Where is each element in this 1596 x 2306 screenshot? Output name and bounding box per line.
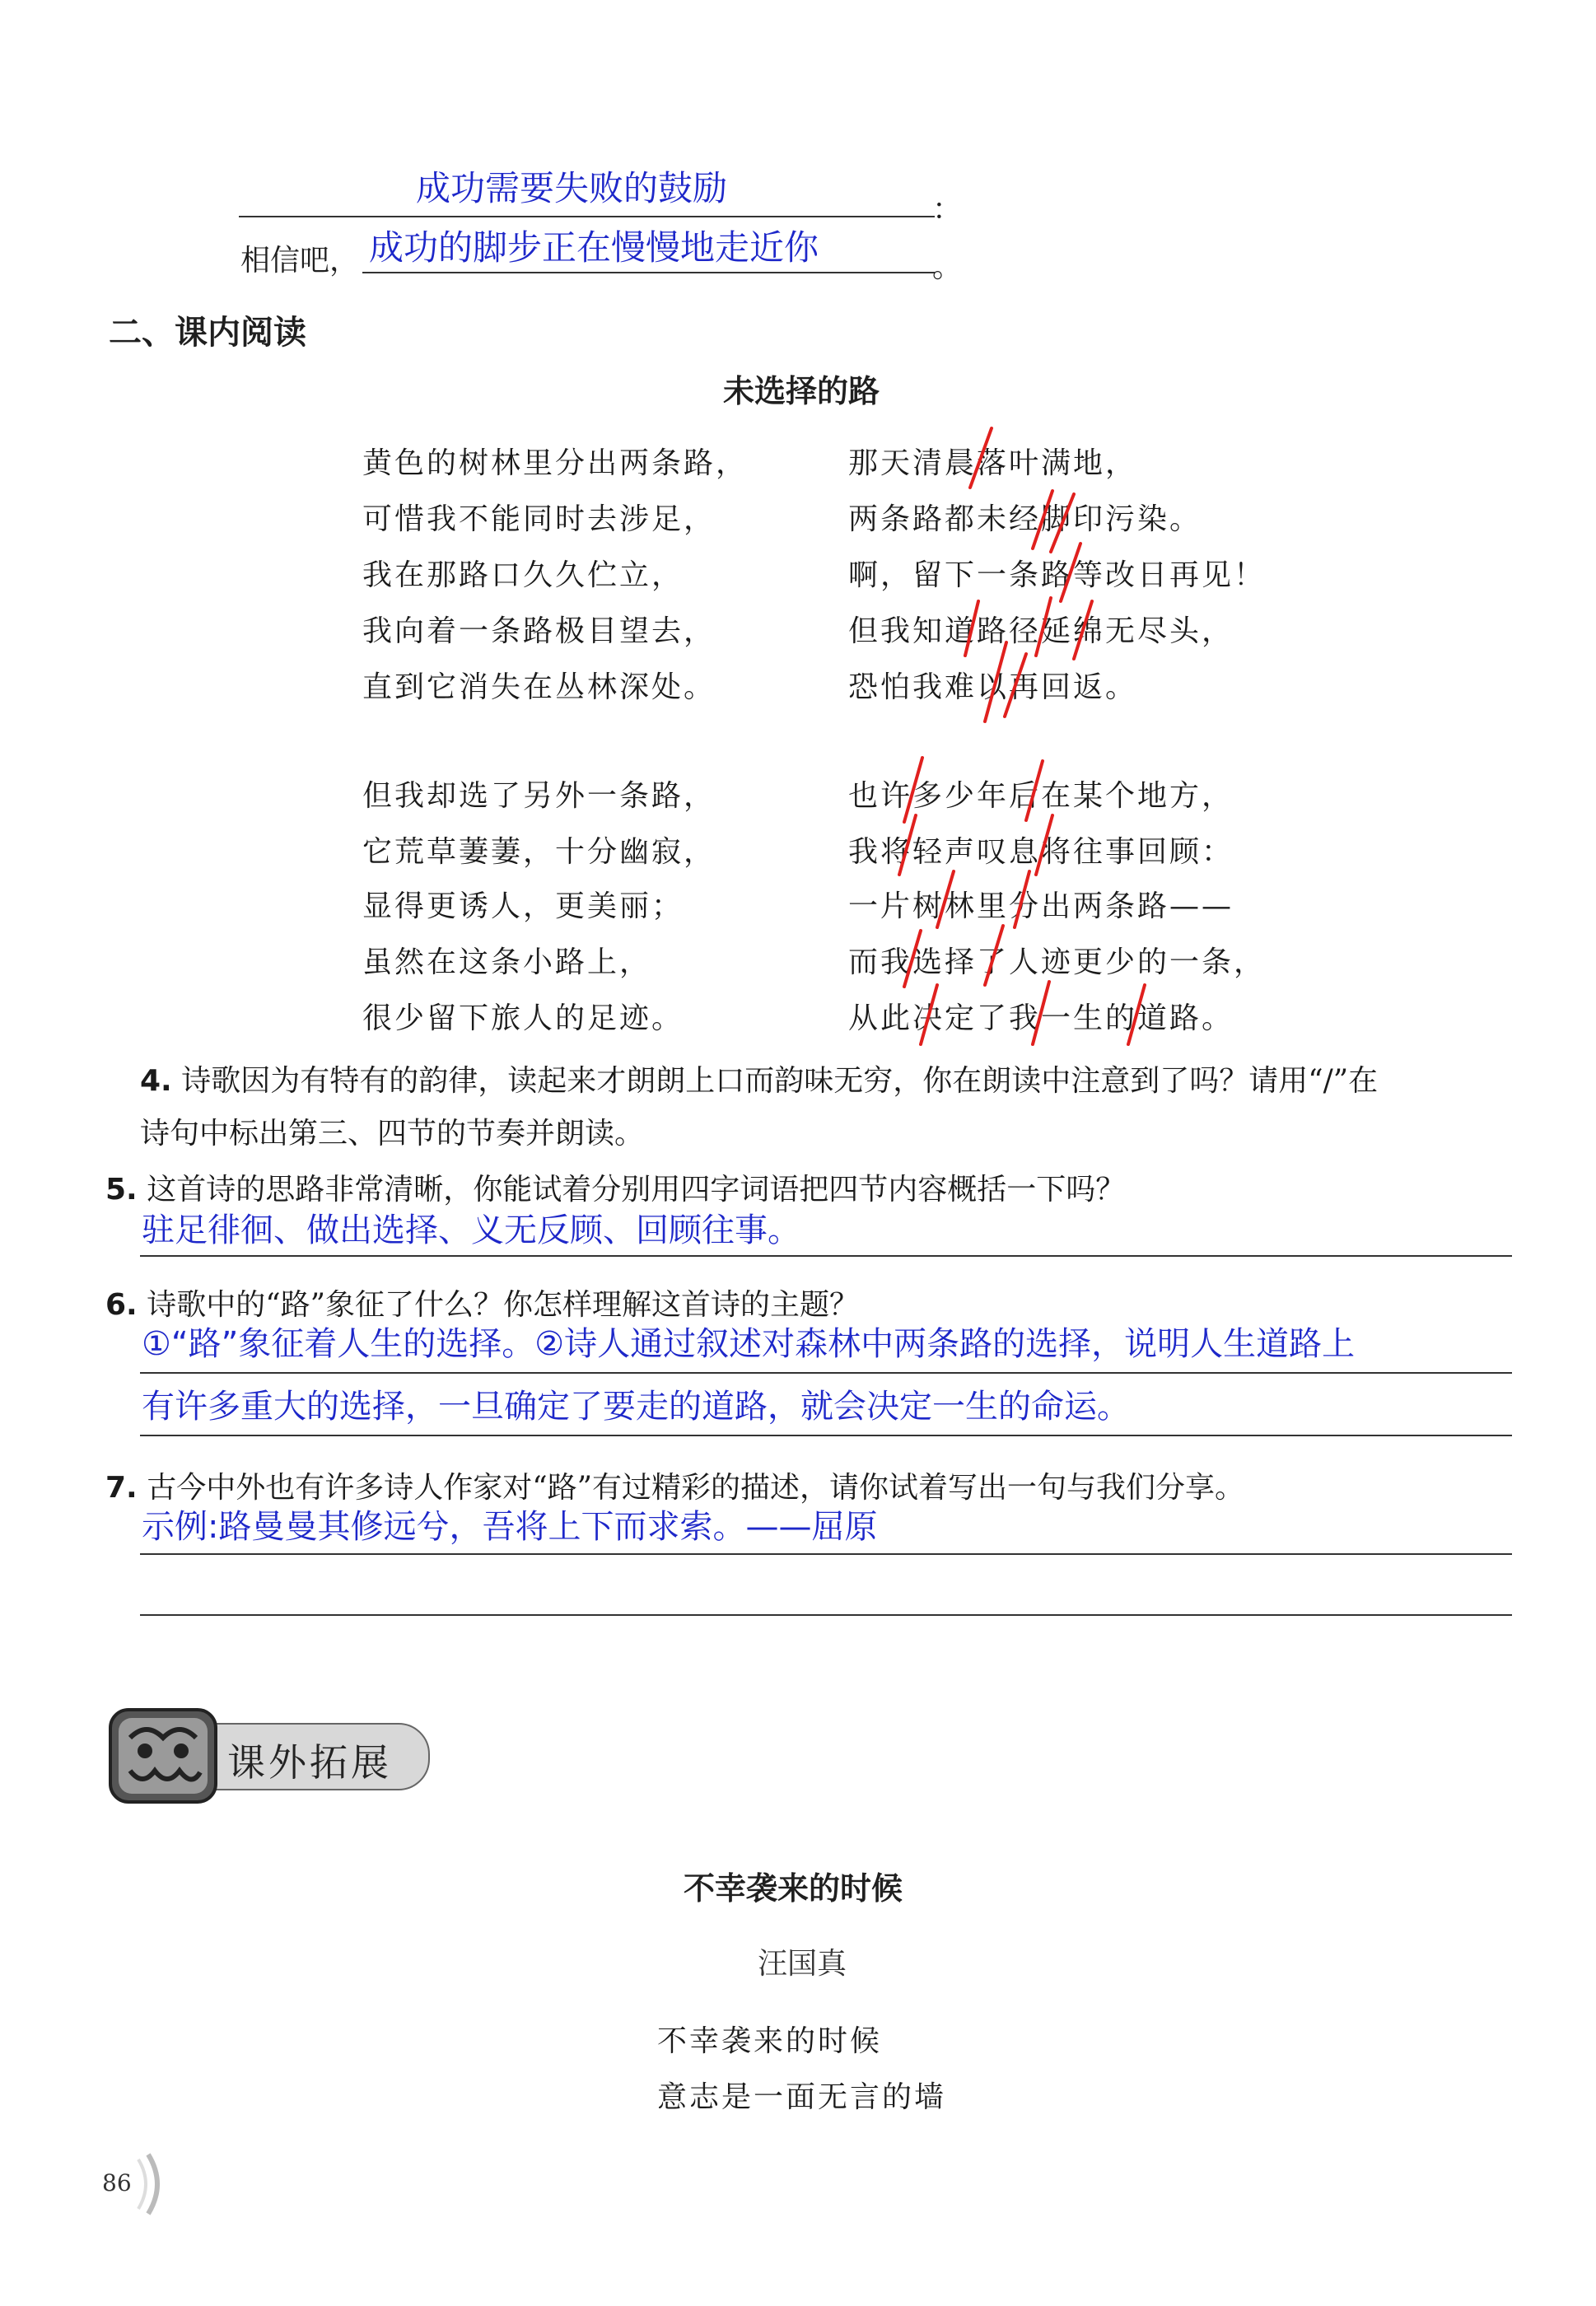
poem-line: 虽然在这条小路上， [362, 945, 652, 979]
question-number: 6. [105, 1288, 138, 1322]
question-number: 7. [105, 1471, 138, 1505]
period-mark: 。 [932, 250, 963, 284]
question-number: 5. [105, 1173, 138, 1207]
colon-mark: ： [932, 193, 963, 226]
extension-poem-author: 汪国真 [758, 1947, 847, 1981]
poem-line: 那天清晨落叶满地， [848, 446, 1138, 480]
poem-line: 而我选择了人迹更少的一条， [848, 945, 1267, 979]
poem-line: 一片树林里分出两条路—— [848, 889, 1234, 923]
question-text: 诗歌因为有特有的韵律，读起来才朗朗上口而韵味无穷，你在朗读中注意到了吗？请用“/”在 [181, 1064, 1379, 1098]
answer-line-2: 成功的脚步正在慢慢地走近你 [369, 227, 819, 268]
question-5 [105, 1166, 1125, 1208]
answer-6-line-2: 有许多重大的选择，一旦确定了要走的道路，就会决定一生的命运。 [142, 1388, 1130, 1426]
poem-line: 啊，留下一条路等改日再见！ [848, 558, 1267, 592]
question-4 [140, 1057, 1378, 1099]
question-number: 4. [140, 1064, 172, 1098]
answer-line [140, 1372, 1512, 1374]
question-text: 这首诗的思路非常清晰，你能试着分别用四字词语把四节内容概括一下吗？ [147, 1173, 1126, 1207]
poem-line: 可惜我不能同时去涉足， [362, 502, 716, 536]
poem-line: 直到它消失在丛林深处。 [362, 670, 716, 704]
extension-banner [105, 1705, 435, 1807]
poem-line: 恐怕我难以再回返。 [848, 670, 1138, 704]
poem-line: 我在那路口久久伫立， [362, 558, 684, 592]
question-4-cont: 诗句中标出第三、四节的节奏并朗读。 [140, 1117, 645, 1151]
answer-line [140, 1614, 1512, 1616]
answer-6-line-1: ①“路”象征着人生的选择。②诗人通过叙述对森林中两条路的选择，说明人生道路上 [142, 1325, 1356, 1363]
fill-line-1 [239, 216, 935, 217]
extension-poem-line: 不幸袭来的时候 [657, 2024, 883, 2058]
poem-line: 它荒草萋萋，十分幽寂， [362, 835, 716, 869]
banner-title: 课外拓展 [227, 1740, 392, 1785]
page-number: 86 [102, 2169, 132, 2196]
fill-line-2 [362, 272, 935, 273]
poem-line: 我将轻声叹息将往事回顾： [848, 835, 1234, 869]
poem-line: 但我知道路径延绵无尽头， [848, 614, 1234, 648]
question-text: 诗歌中的“路”象征了什么？你怎样理解这首诗的主题？ [147, 1288, 859, 1322]
answer-line-1: 成功需要失败的鼓励 [416, 168, 728, 208]
section-heading: 二、课内阅读 [109, 314, 306, 352]
answer-line [140, 1255, 1512, 1257]
ornament-icon [105, 1705, 221, 1807]
answer-line [140, 1435, 1512, 1436]
poem-line: 黄色的树林里分出两条路， [362, 446, 749, 480]
poem-line: 也许多少年后在某个地方， [848, 779, 1234, 813]
poem-line: 两条路都未经脚印污染。 [848, 502, 1202, 536]
extension-poem-title: 不幸袭来的时候 [684, 1870, 903, 1907]
poem-line: 很少留下旅人的足迹。 [362, 1001, 684, 1035]
answer-line [140, 1553, 1512, 1555]
answer-5: 驻足徘徊、做出选择、义无反顾、回顾往事。 [142, 1211, 800, 1249]
extension-poem-line: 意志是一面无言的墙 [657, 2080, 947, 2114]
prefix-text: 相信吧， [240, 244, 360, 278]
poem-line: 显得更诱人，更美丽； [362, 889, 684, 923]
poem-title: 未选择的路 [723, 373, 880, 409]
poem-line: 从此决定了我一生的道路。 [848, 1001, 1234, 1035]
question-text: 古今中外也有许多诗人作家对“路”有过精彩的描述，请你试着写出一句与我们分享。 [147, 1471, 1244, 1505]
poem-line: 我向着一条路极目望去， [362, 614, 716, 648]
poem-line: 但我却选了另外一条路， [362, 779, 716, 813]
answer-7: 示例:路曼曼其修远兮，吾将上下而求索。——屈原 [142, 1508, 878, 1546]
